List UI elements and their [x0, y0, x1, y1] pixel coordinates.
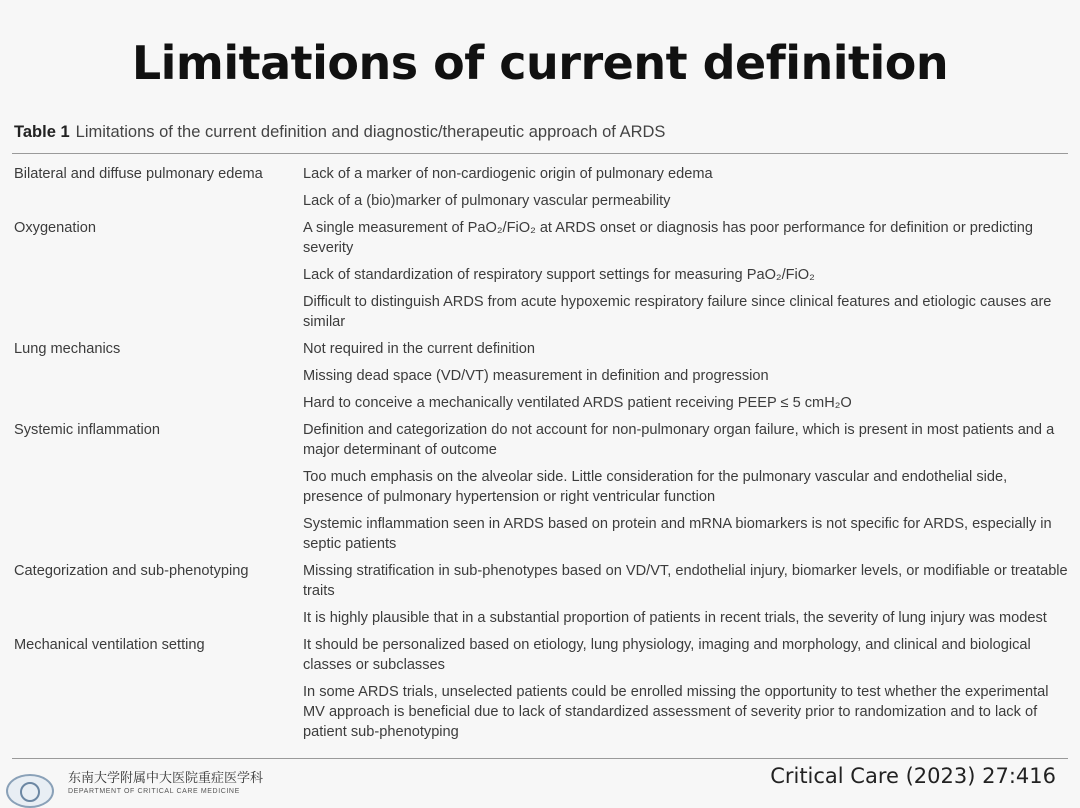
limitations-table [14, 164, 1068, 749]
limitations-cell [303, 218, 1068, 339]
table-row-group [14, 561, 1068, 635]
limitation-item: Too much emphasis on the alveolar side. Little consideration for the pulmonary vascular and endothelial side, presence of pulmonary hypertension or right ventricular function [303, 469, 1008, 505]
category-cell: Systemic inflammation [14, 422, 160, 438]
category-cell: Lung mechanics [14, 341, 121, 357]
university-seal-icon [6, 774, 54, 808]
slide-title: Limitations of current definition [131, 36, 949, 90]
limitation-item: Systemic inflammation seen in ARDS based on protein and mRNA biomarkers is not specific for ARDS, especially in septic patients [303, 516, 1052, 552]
category-cell: Mechanical ventilation setting [14, 637, 205, 653]
limitation-item: Missing stratification in sub-phenotypes based on VD/VT, endothelial injury, biomarker levels, or modifiable or treatable traits [303, 563, 1068, 599]
limitations-cell [303, 339, 1068, 420]
department-name-english: DEPARTMENT OF CRITICAL CARE MEDICINE [68, 788, 240, 795]
category-cell: Bilateral and diffuse pulmonary edema [14, 166, 263, 182]
table-row-group [14, 218, 1068, 339]
table-row-group [14, 420, 1068, 561]
limitation-item: Definition and categorization do not account for non-pulmonary organ failure, which is present in most patients and a major determinant of outcome [303, 422, 1055, 458]
limitation-item: A single measurement of PaO₂/FiO₂ at ARDS onset or diagnosis has poor performance for definition or predicting severity [303, 220, 1034, 256]
limitation-item: Missing dead space (VD/VT) measurement in definition and progression [303, 368, 769, 384]
limitation-item: Lack of standardization of respiratory support settings for measuring PaO₂/FiO₂ [303, 267, 815, 283]
limitation-item: Lack of a (bio)marker of pulmonary vascular permeability [303, 193, 671, 209]
table-row-group [14, 339, 1068, 420]
limitations-cell [303, 164, 1068, 218]
category-cell: Categorization and sub-phenotyping [14, 563, 249, 579]
table-label: Table 1 [14, 123, 70, 141]
table-caption [14, 123, 665, 142]
limitation-item: It should be personalized based on etiology, lung physiology, imaging and morphology, and clinical and biological classes or subclasses [303, 637, 1031, 673]
limitation-item: Difficult to distinguish ARDS from acute hypoxemic respiratory failure since clinical features and etiologic causes are similar [303, 294, 1052, 330]
limitation-item: It is highly plausible that in a substantial proportion of patients in recent trials, the severity of lung injury was modest [303, 610, 1047, 626]
table-caption-text: Limitations of the current definition and diagnostic/therapeutic approach of ARDS [75, 123, 666, 141]
department-name-chinese: 东南大学附属中大医院重症医学科 [68, 771, 264, 786]
limitation-item: Lack of a marker of non-cardiogenic origin of pulmonary edema [303, 166, 713, 182]
limitation-item: Not required in the current definition [303, 341, 536, 357]
table-row-group [14, 164, 1068, 218]
limitation-item: In some ARDS trials, unselected patients could be enrolled missing the opportunity to test whether the experimental MV approach is beneficial due to lack of standardized assessment of severity prior to randomization and to lack of patient sub-phenotyping [303, 684, 1049, 740]
limitation-item: Hard to conceive a mechanically ventilated ARDS patient receiving PEEP ≤ 5 cmH₂O [303, 395, 852, 411]
department-branding [6, 772, 263, 806]
citation: Critical Care (2023) 27:416 [770, 764, 1056, 788]
table-bottom-rule [12, 758, 1068, 759]
limitations-cell [303, 561, 1068, 635]
table-row-group [14, 635, 1068, 749]
table-top-rule [12, 153, 1068, 154]
limitations-cell [303, 635, 1068, 749]
category-cell: Oxygenation [14, 220, 96, 236]
limitations-cell [303, 420, 1068, 561]
